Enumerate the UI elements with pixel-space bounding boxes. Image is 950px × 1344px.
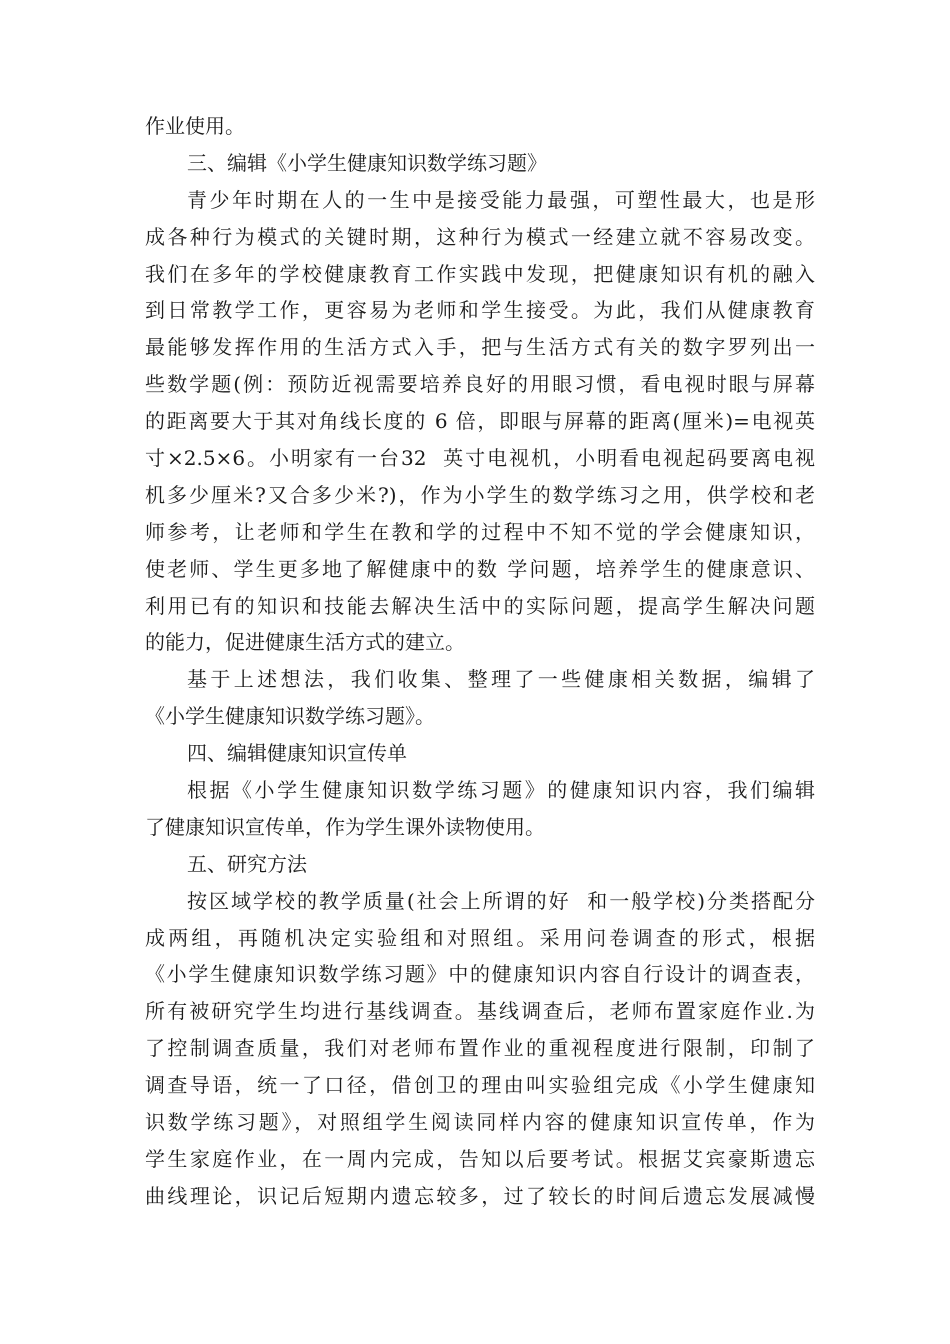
text-line: 学生家庭作业，在一周内完成，告知以后要考试。根据艾宾豪斯遗忘	[145, 1146, 815, 1171]
section-heading: 四、编辑健康知识宣传单	[187, 741, 407, 766]
text-line: 曲线理论，识记后短期内遗忘较多，过了较长的时间后遗忘发展减慢	[145, 1183, 815, 1208]
text-line: 根据《小学生健康知识数学练习题》的健康知识内容，我们编辑	[187, 778, 815, 803]
section-heading: 五、研究方法	[187, 851, 307, 876]
text-line: 利用已有的知识和技能去解决生活中的实际问题，提高学生解决问题	[145, 593, 815, 618]
text-line: 些数学题(例：预防近视需要培养良好的用眼习惯，看电视时眼与屏幕	[145, 372, 815, 397]
text-line: 寸×2.5×6。小明家有一台32 英寸电视机，小明看电视起码要离电视	[145, 446, 815, 471]
text-line: 基于上述想法，我们收集、整理了一些健康相关数据，编辑了	[187, 667, 815, 692]
text-line: 按区域学校的教学质量(社会上所谓的好 和一般学校)分类搭配分	[187, 888, 815, 913]
text-line: 使老师、学生更多地了解健康中的数 学问题，培养学生的健康意识、	[145, 556, 815, 581]
text-line: 最能够发挥作用的生活方式入手，把与生活方式有关的数字罗列出一	[145, 335, 815, 360]
text-line: 的距离要大于其对角线长度的 6 倍，即眼与屏幕的距离(厘米)=电视英	[145, 409, 815, 434]
text-line: 了健康知识宣传单，作为学生课外读物使用。	[145, 814, 545, 839]
text-line: 我们在多年的学校健康教育工作实践中发现，把健康知识有机的融入	[145, 261, 815, 286]
text-line: 的能力，促进健康生活方式的建立。	[145, 630, 465, 655]
text-line: 师参考，让老师和学生在教和学的过程中不知不觉的学会健康知识，	[145, 519, 815, 544]
text-line: 到日常教学工作，更容易为老师和学生接受。为此，我们从健康教育	[145, 298, 815, 323]
section-heading: 三、编辑《小学生健康知识数学练习题》	[187, 150, 547, 175]
text-line: 青少年时期在人的一生中是接受能力最强，可塑性最大，也是形	[187, 187, 815, 212]
text-line: 了控制调查质量，我们对老师布置作业的重视程度进行限制，印制了	[145, 1036, 815, 1061]
text-line: 《小学生健康知识数学练习题》中的健康知识内容自行设计的调查表，	[145, 962, 815, 987]
text-line: 识数学练习题》，对照组学生阅读同样内容的健康知识宣传单，作为	[145, 1110, 815, 1135]
text-line: 成两组，再随机决定实验组和对照组。采用问卷调查的形式，根据	[145, 925, 815, 950]
text-line: 所有被研究学生均进行基线调查。基线调查后，老师布置家庭作业.为	[145, 999, 815, 1024]
document-body	[145, 108, 815, 1215]
text-line: 成各种行为模式的关键时期，这种行为模式一经建立就不容易改变。	[145, 224, 815, 249]
text-line: 机多少厘米?又合多少米?)，作为小学生的数学练习之用，供学校和老	[145, 482, 815, 507]
text-line: 作业使用。	[145, 114, 245, 138]
text-line: 《小学生健康知识数学练习题》。	[145, 704, 435, 729]
text-line: 调查导语，统一了口径，借创卫的理由叫实验组完成《小学生健康知	[145, 1073, 815, 1098]
